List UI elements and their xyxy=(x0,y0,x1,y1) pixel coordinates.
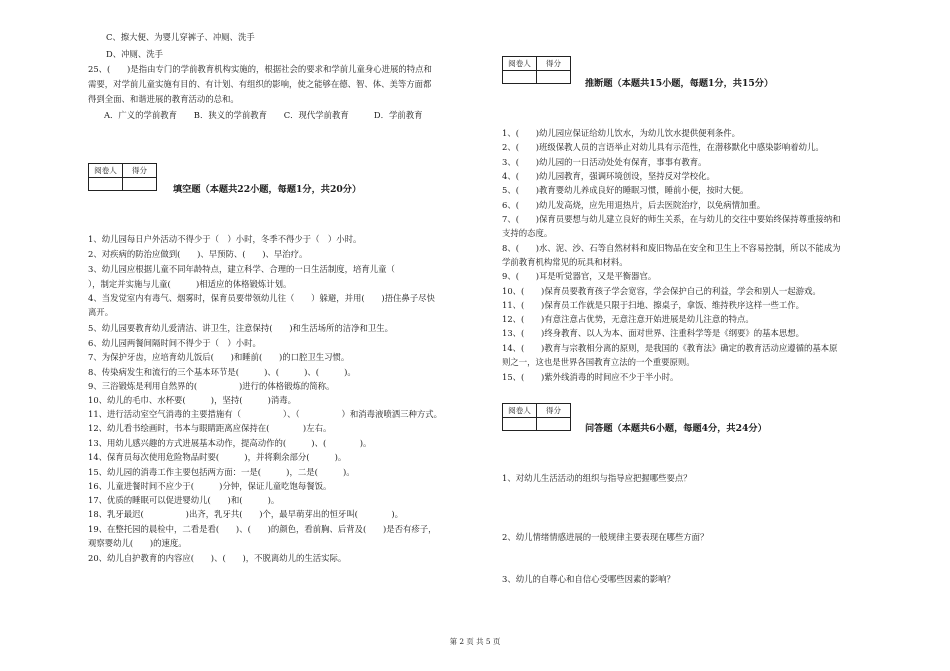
list-item: 9、( )耳是听觉器官，又是平衡器官。 xyxy=(502,271,657,281)
list-item: ），制定并实施与儿童( )相适应的体格锻炼计划。 xyxy=(88,279,292,289)
list-item: 则之一，这也是世界各国教育立法的一个重要原则。 xyxy=(502,357,695,367)
list-item: 9、三浴锻炼是利用自然界的( )进行的体格锻炼的简称。 xyxy=(88,381,335,391)
list-item: 观察婴幼儿( )的速度。 xyxy=(88,538,187,548)
list-item: 1、对幼儿生活活动的组织与指导应把握哪些要点？ xyxy=(502,473,692,483)
list-item: 15、( )紫外线消毒的时间应不少于半小时。 xyxy=(502,372,679,382)
score-cell xyxy=(537,418,571,431)
list-item: 14、保育员每次使用危险物品时要( )，并将剩余部分( )。 xyxy=(88,452,347,462)
list-item: 12、( )有意注意占优势，无意注意开始进展是幼儿注意的特点。 xyxy=(502,314,754,324)
score-label: 得分 xyxy=(123,164,157,178)
list-item: 13、( )终身教育、以人为本、面对世界、注重科学等是《纲要》的基本思想。 xyxy=(502,328,804,338)
list-item: 17、优质的睡眠可以促进婴幼儿( )和( )。 xyxy=(88,495,280,505)
list-item: 6、幼儿园两餐间隔时间不得少于（ ）小时。 xyxy=(88,338,261,348)
list-item: 13、用幼儿感兴趣的方式进展基本动作，提高动作的( )、( )。 xyxy=(88,438,372,448)
list-item: 19、在整托园的晨检中，二看是看( )、( )的颜色，看前胸、后背及( )是否有疹子， xyxy=(88,524,437,534)
list-item: 7、为保护牙齿，应培育幼儿饭后( )和睡前( )的口腔卫生习惯。 xyxy=(88,352,350,362)
list-item: 12、幼儿看书绘画时，书本与眼睛距离应保持在( )左右。 xyxy=(88,423,332,433)
list-item: 10、( )保育员要教育孩子学会宽容，学会保护自己的利益，学会和别人一起游戏。 xyxy=(502,286,821,296)
list-item: 5、( )教育婴幼儿养成良好的睡眠习惯，睡前小便，按时大便。 xyxy=(502,185,749,195)
page-number: 第 2 页 共 5 页 xyxy=(449,637,501,646)
list-item: 15、幼儿园的消毒工作主要包括两方面：一是( )，二是( )。 xyxy=(88,467,355,477)
judge-score-box xyxy=(502,56,571,84)
list-item: 2、幼儿情绪情感进展的一般规律主要表现在哪些方面？ xyxy=(502,532,709,542)
list-item: 支持的态度。 xyxy=(502,228,553,238)
list-item: 4、( )幼儿园教育，强调环境创设，坚持反对学校化。 xyxy=(502,171,715,181)
judge-section-title: 推断题（本题共15小题，每题1分，共15分） xyxy=(585,78,774,89)
list-item: 1、( )幼儿园应保证给幼儿饮水，为幼儿饮水提供便利条件。 xyxy=(502,128,740,138)
reviewer-cell xyxy=(503,418,537,431)
fill-section-title: 填空题（本题共22小题，每题1分，共20分） xyxy=(173,184,362,195)
list-item: 2、( )班级保教人员的言语举止对幼儿具有示范性，在潜移默化中感染影响着幼儿。 xyxy=(502,142,824,152)
score-label: 得分 xyxy=(537,57,571,71)
list-item: 20、幼儿自护教育的内容应( )、( )，不脱离幼儿的生活实际。 xyxy=(88,553,347,563)
mc-question-25-options: A．广义的学前教育 B．狭义的学前教育 C．现代学前教育 D．学前教育 xyxy=(104,110,423,120)
mc-option-c: C、擦大便、为婴儿穿裤子、冲厕、洗手 xyxy=(106,32,255,42)
list-item: 4、当发觉室内有毒气、烟雾时，保育员要带领幼儿往（ ）躲避，并用( )捂住鼻子尽快 xyxy=(88,293,435,303)
list-item: 8、传染病发生和流行的三个基本环节是( )、( )、( )。 xyxy=(88,367,356,377)
fill-score-box xyxy=(88,163,157,191)
score-cell xyxy=(123,178,157,191)
list-item: 1、幼儿园每日户外活动不得少于（ ）小时，冬季不得少于（ ）小时。 xyxy=(88,234,362,244)
mc-question-25-cont: 需要，对学前儿童实施有目的、有计划、有组织的影响，使之能够在德、智、体、美等方面都 xyxy=(88,79,432,89)
list-item: 学前教育机构常见的玩具和材料。 xyxy=(502,257,628,267)
reviewer-cell xyxy=(503,71,537,84)
reviewer-label: 阅卷人 xyxy=(503,404,537,418)
list-item: 3、幼儿园应根据儿童不同年龄特点，建立科学、合理的一日生活制度，培育儿童（ xyxy=(88,264,395,274)
list-item: 离开。 xyxy=(88,307,114,317)
mc-question-25: 25、( )是指由专门的学前教育机构实施的，根据社会的要求和学前儿童身心进展的特点和 xyxy=(88,64,432,74)
list-item: 10、幼儿的毛巾、水杯要( )，坚持( )消毒。 xyxy=(88,395,296,405)
list-item: 6、( )幼儿发高烧，应先用退热片，后去医院治疗，以免病情加重。 xyxy=(502,200,766,210)
list-item: 16、儿童进餐时间不应少于( )分钟，保证儿童吃饱每餐饭。 xyxy=(88,481,332,491)
mc-question-25-cont: 得到全面、和谐进展的教育活动的总和。 xyxy=(88,94,239,104)
list-item: 2、对疾病的防治应做到( )、早预防、( )、早治疗。 xyxy=(88,249,308,259)
reviewer-cell xyxy=(89,178,123,191)
score-label: 得分 xyxy=(537,404,571,418)
qa-score-box xyxy=(502,403,571,431)
list-item: 11、( )保育员工作就是只限于扫地、擦桌子，拿饭、维持秩序这样一些工作。 xyxy=(502,300,804,310)
reviewer-label: 阅卷人 xyxy=(89,164,123,178)
reviewer-label: 阅卷人 xyxy=(503,57,537,71)
list-item: 7、( )保育员要想与幼儿建立良好的师生关系，在与幼儿的交往中要始终保持尊重接纳和 xyxy=(502,214,841,224)
qa-section-title: 问答题（本题共6小题，每题4分，共24分） xyxy=(585,423,767,434)
score-cell xyxy=(537,71,571,84)
list-item: 11、进行活动室空气消毒的主要措施有（ ）、（ ）和消毒液喷洒三种方式。 xyxy=(88,409,443,419)
list-item: 3、幼儿的自尊心和自信心受哪些因素的影响？ xyxy=(502,574,675,584)
list-item: 3、( )幼儿园的一日活动处处有保育，事事有教育。 xyxy=(502,157,707,167)
list-item: 8、( )水、泥、沙、石等自然材料和废旧物品在安全和卫生上不容易控制，所以不能成为 xyxy=(502,243,841,253)
list-item: 18、乳牙最迟( )出齐，乳牙共( )个，最早萌芽出的恒牙叫( )。 xyxy=(88,509,404,519)
list-item: 14、( )教育与宗教相分离的原则，是我国的《教育法》确定的教育活动应遵循的基本原 xyxy=(502,343,838,353)
mc-option-d: D、冲厕、洗手 xyxy=(106,49,163,59)
list-item: 5、幼儿园要教育幼儿爱清洁、讲卫生，注意保持( )和生活场所的洁净和卫生。 xyxy=(88,323,393,333)
